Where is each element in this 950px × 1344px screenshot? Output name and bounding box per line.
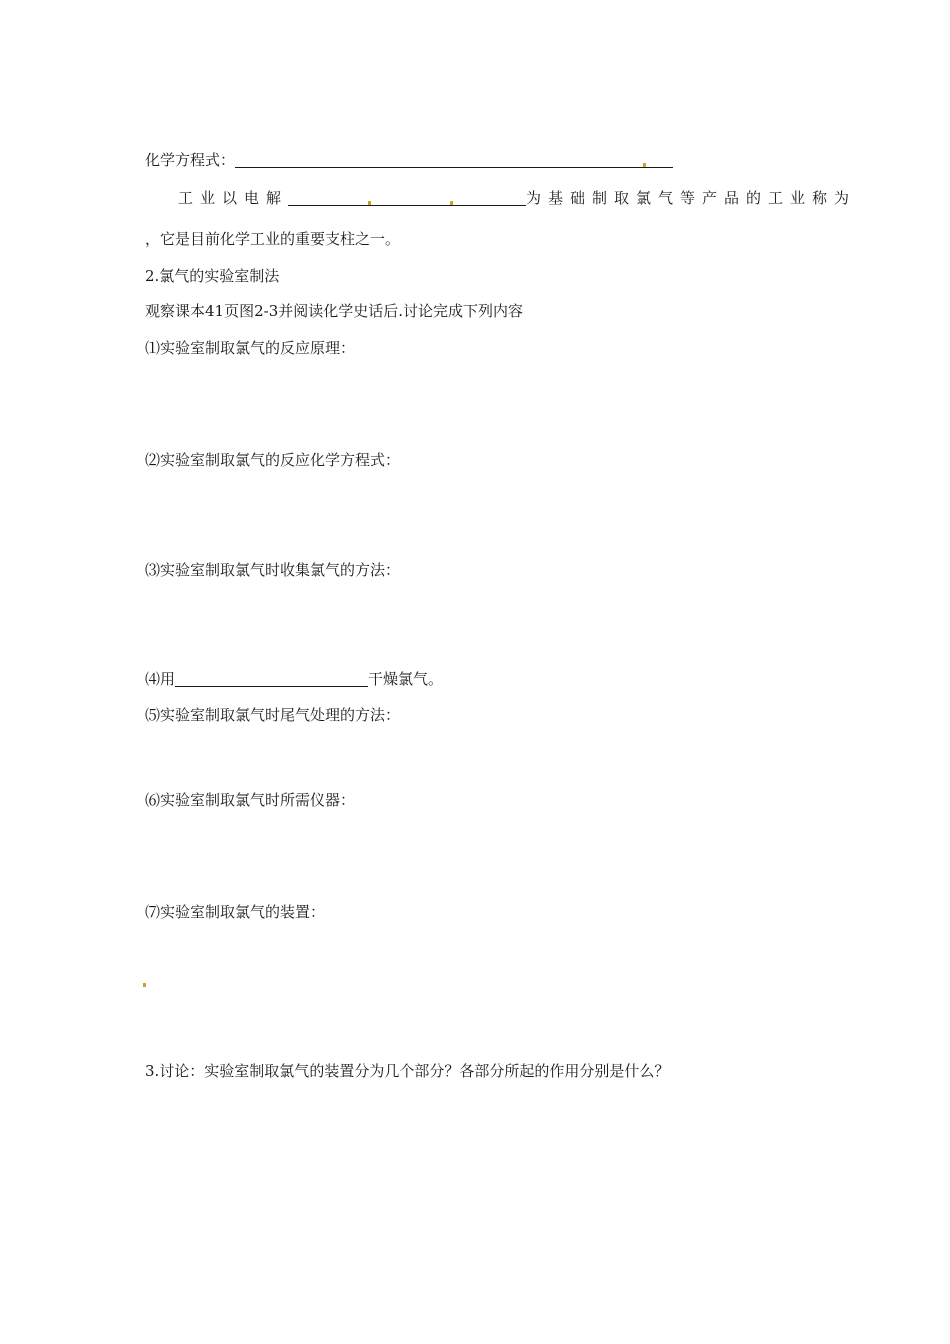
item-1: ⑴实验室制取氯气的反应原理： bbox=[145, 339, 356, 357]
industry-blank[interactable] bbox=[288, 189, 526, 206]
item-4-blank[interactable] bbox=[175, 670, 368, 687]
equation-line bbox=[145, 150, 673, 170]
item-6: ⑹实验室制取氯气时所需仪器： bbox=[145, 791, 356, 809]
marker-dot bbox=[450, 201, 453, 205]
equation-blank[interactable] bbox=[235, 151, 673, 168]
item-7: ⑺实验室制取氯气的装置： bbox=[145, 903, 326, 921]
item-3: ⑶实验室制取氯气时收集氯气的方法： bbox=[145, 561, 401, 579]
marker-dot bbox=[643, 163, 646, 167]
industry-suffix: 为基础制取氯气等产品的工业称为 bbox=[526, 189, 857, 207]
industry-prefix: 工业以电解 bbox=[178, 189, 289, 207]
item-2: ⑵实验室制取氯气的反应化学方程式： bbox=[145, 451, 401, 469]
industry-continuation: ，它是目前化学工业的重要支柱之一。 bbox=[145, 230, 401, 248]
section2-instruction: 观察课本41页图2-3并阅读化学史话后.讨论完成下列内容 bbox=[145, 302, 524, 320]
item-4-suffix: 干燥氯气。 bbox=[368, 670, 444, 688]
industry-line bbox=[178, 188, 856, 208]
equation-label: 化学方程式： bbox=[145, 151, 236, 169]
section2-heading: 2.氯气的实验室制法 bbox=[145, 267, 280, 285]
item-4-line bbox=[145, 669, 443, 689]
marker-dot bbox=[368, 201, 371, 205]
item-5: ⑸实验室制取氯气时尾气处理的方法： bbox=[145, 706, 401, 724]
marker-dot bbox=[143, 983, 146, 987]
section3-question: 3.讨论：实验室制取氯气的装置分为几个部分？各部分所起的作用分别是什么？ bbox=[145, 1062, 670, 1080]
item-4-prefix: ⑷用 bbox=[145, 670, 176, 688]
